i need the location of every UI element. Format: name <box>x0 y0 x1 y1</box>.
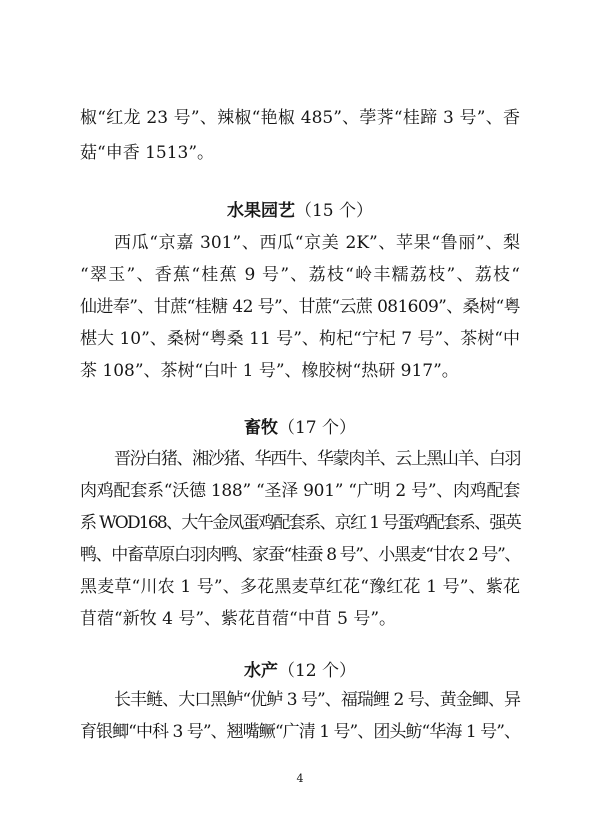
paragraph-line: 苜蓿“新牧 4 号”、紫花苜蓿“中苜 5 号”。 <box>80 609 397 629</box>
paragraph-line: 黑麦草“川农 1 号”、多花黑麦草红花“豫红花 1 号”、紫花 <box>80 577 520 597</box>
section-title: 水果园艺 <box>226 201 295 221</box>
animal-husbandry-paragraph <box>80 443 520 635</box>
paragraph-line: 茶 108”、茶树“白叶 1 号”、橡胶树“热研 917”。 <box>80 361 459 381</box>
aquaculture-paragraph <box>80 684 520 748</box>
section-heading-fruit-horticulture <box>0 195 600 227</box>
paragraph-line: 晋汾白猪、湘沙猪、华西牛、华蒙肉羊、云上黑山羊、白羽 <box>114 449 520 469</box>
section-count: （12 个） <box>277 661 357 681</box>
paragraph-line: 菇“申香 1513”。 <box>80 143 215 163</box>
page-number: 4 <box>296 772 304 785</box>
section-count: （15 个） <box>294 201 374 221</box>
fruit-horticulture-paragraph <box>80 227 520 387</box>
paragraph-line: 系 WOD168、大午金凤蛋鸡配套系、京红 1 号蛋鸡配套系、强英 <box>80 513 520 533</box>
section-title: 畜牧 <box>243 418 278 438</box>
paragraph-line: 育银鲫“中科 3 号”、翘嘴鳜“广清 1 号”、团头鲂“华海 1 号”、 <box>80 722 520 742</box>
paragraph-line: 肉鸡配套系“沃德 188” “圣泽 901” “广明 2 号”、肉鸡配套 <box>80 481 520 501</box>
paragraph-line: 椹大 10”、桑树“粤桑 11 号”、枸杞“宁杞 7 号”、茶树“中 <box>80 329 520 349</box>
section-title: 水产 <box>243 661 278 681</box>
paragraph-line: “翠玉”、香蕉“桂蕉 9 号”、荔枝“岭丰糯荔枝”、荔枝“ <box>80 265 520 285</box>
paragraph-line: 西瓜“京嘉 301”、西瓜“京美 2K”、苹果“鲁丽”、梨 <box>114 233 520 253</box>
section-heading-aquaculture <box>0 655 600 687</box>
section-count: （17 个） <box>277 418 357 438</box>
paragraph-line: 椒“红龙 23 号”、辣椒“艳椒 485”、荸荠“桂蹄 3 号”、香 <box>80 108 520 128</box>
paragraph-line: 仙进奉”、甘蔗“桂糖 42 号”、甘蔗“云蔗 081609”、桑树“粤 <box>80 297 520 317</box>
section-heading-animal-husbandry <box>0 412 600 444</box>
paragraph-line: 鸭、中畜草原白羽肉鸭、家蚕“桂蚕 8 号”、小黑麦“甘农 2 号”、 <box>80 545 520 565</box>
continued-paragraph <box>80 101 520 171</box>
paragraph-line: 长丰鲢、大口黑鲈“优鲈 3 号”、福瑞鲤 2 号、黄金鲫、异 <box>114 690 520 710</box>
